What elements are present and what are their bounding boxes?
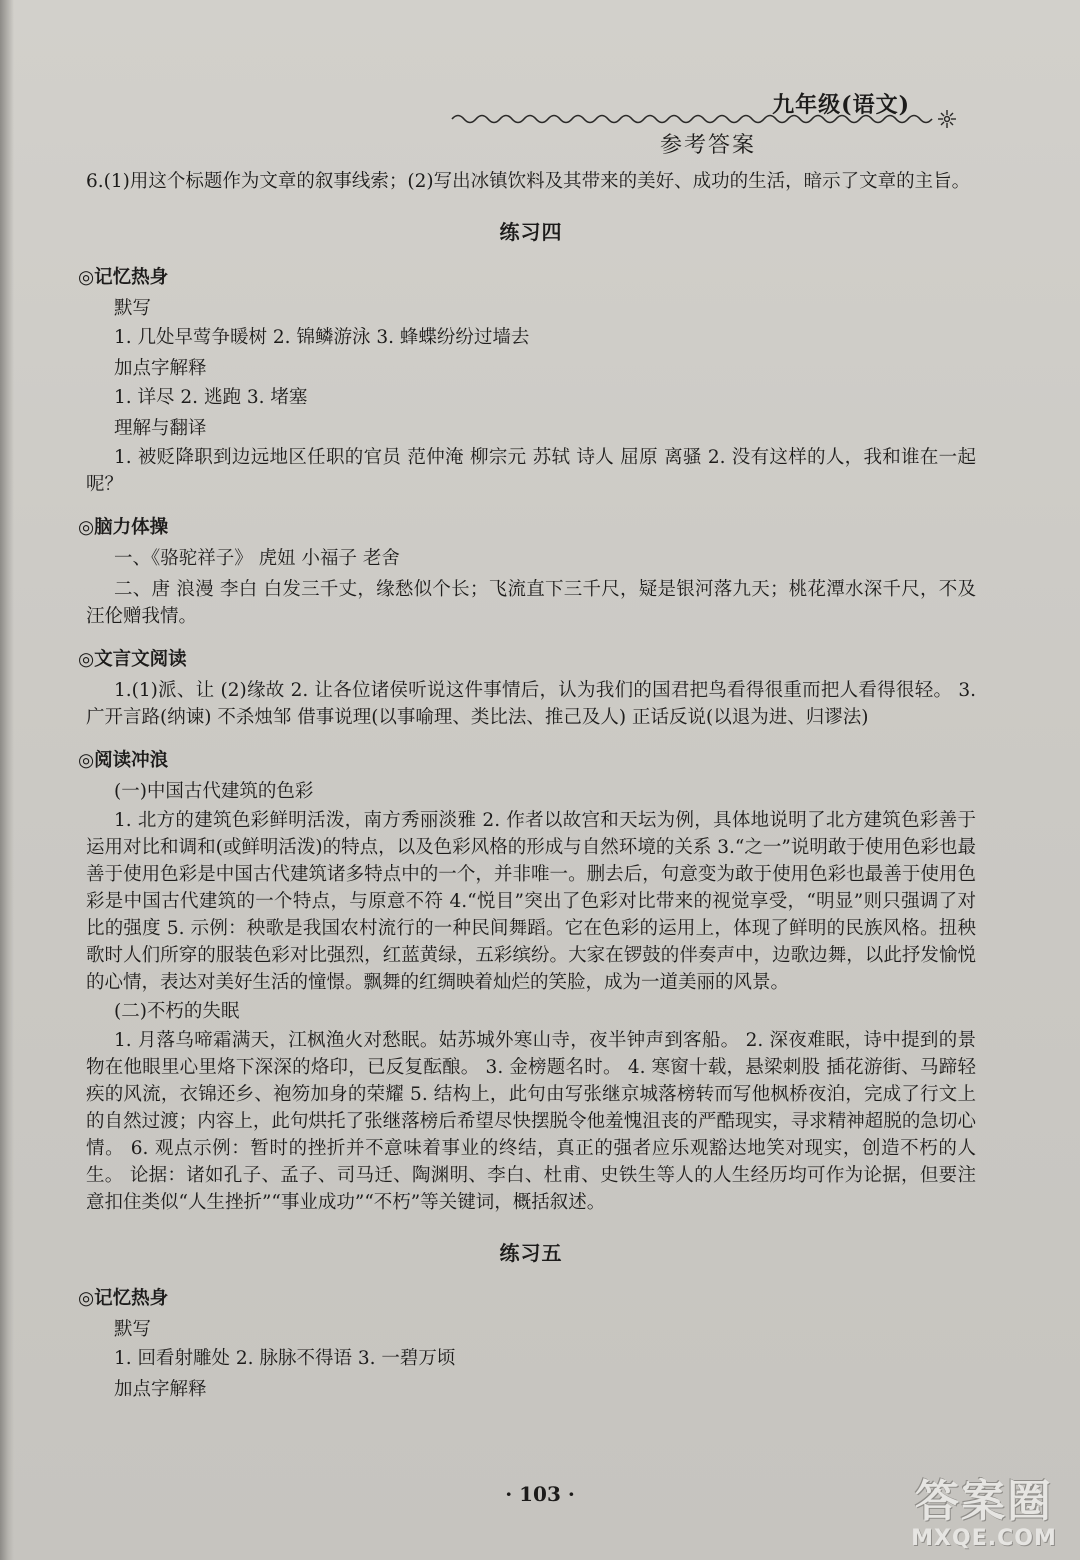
- ex4-brain-heading: ◎脑力体操: [78, 517, 169, 538]
- ex4-classical-heading: ◎文言文阅读: [78, 649, 187, 670]
- intro-answer: 6.(1)用这个标题作为文章的叙事线索；(2)写出冰镇饮料及其带来的美好、成功的生活，暗示了文章的主旨。: [86, 171, 971, 192]
- header-grade: 九年级(语文): [772, 92, 910, 118]
- watermark-logo: [894, 1478, 1074, 1556]
- ex5-word-explain-label: 加点字解释: [114, 1379, 207, 1400]
- ex4-brain-line1: 一、《骆驼祥子》 虎妞 小福子 老舍: [114, 548, 400, 569]
- header-decorative-rule: [450, 108, 960, 130]
- ex5-dictation-answers: 1. 回看射雕处 2. 脉脉不得语 3. 一碧万顷: [114, 1348, 456, 1369]
- watermark-text: 答案圈: [915, 1476, 1053, 1527]
- ex4-brain-line2: 二、唐 浪漫 李白 白发三千丈，缘愁似个长；飞流直下三千尺，疑是银河落九天；桃花潭水深千尺，不及汪伦赠我情。: [86, 579, 976, 627]
- ex4-reading-sub1: (一)中国古代建筑的色彩: [114, 781, 314, 802]
- ex4-reading-text1: 1. 北方的建筑色彩鲜明活泼，南方秀丽淡雅 2. 作者以故宫和天坛为例，具体地说明了北方建筑色彩善于运用对比和调和(或鲜明活泼)的特点，以及色彩风格的形成与自然环境的关系 3.“之一”说明敢于使用色彩也最善于使用色彩是中国古代建筑诸多特点中的一个，并非唯一。删去后，句意变为敢于使用色彩也最善于使用色彩是中国古代建筑的一个特点，与原意不符 4.“悦目”突出了色彩对比带来的视觉享受，“明显”则只强调了对比的强度 5. 示例：秧歌是我国农村流行的一种民间舞蹈。它在色彩的运用上，体现了鲜明的民族风格。扭秧歌时人们所穿的服装色彩对比强烈，红蓝黄绿，五彩缤纷。大家在锣鼓的伴奏声中，边歌边舞，以此抒发愉悦的心情，表达对美好生活的憧憬。飘舞的红绸映着灿烂的笑脸，成为一道美丽的风景。: [86, 810, 976, 993]
- ex4-word-explain-answers: 1. 详尽 2. 逃跑 3. 堵塞: [114, 387, 308, 408]
- ex4-reading-sub2: (二)不朽的失眠: [114, 1001, 240, 1022]
- ex4-dictation-label: 默写: [114, 298, 152, 319]
- ex5-dictation-label: 默写: [114, 1319, 152, 1340]
- ex5-memory-heading: ◎记忆热身: [78, 1288, 169, 1309]
- ex4-understand-label: 理解与翻译: [114, 418, 207, 439]
- watermark-url: MXQE.COM: [911, 1526, 1057, 1551]
- header-title: 参考答案: [660, 133, 757, 158]
- ex4-reading-heading: ◎阅读冲浪: [78, 750, 169, 771]
- ex4-memory-heading: ◎记忆热身: [78, 267, 169, 288]
- ex4-understand-answers: 1. 被贬降职到边远地区任职的官员 范仲淹 柳宗元 苏轼 诗人 屈原 离骚 2. 没有这样的人，我和谁在一起呢？: [86, 447, 976, 495]
- ex4-classical-answers: 1.(1)派、让 (2)缘故 2. 让各位诸侯听说这件事情后，认为我们的国君把鸟看得很重而把人看得很轻。 3. 广开言路(纳谏) 不杀烛邹 借事说理(以事喻理、类比法、推己及人) 正话反说(以退为进、归谬法): [86, 680, 976, 728]
- ex4-dictation-answers: 1. 几处早莺争暖树 2. 锦鳞游泳 3. 蜂蝶纷纷过墙去: [114, 327, 530, 348]
- ex4-word-explain-label: 加点字解释: [114, 358, 207, 379]
- exercise-4-title: 练习四: [499, 220, 563, 244]
- ex4-reading-text2: 1. 月落乌啼霜满天，江枫渔火对愁眠。姑苏城外寒山寺，夜半钟声到客船。 2. 深夜难眠，诗中提到的景物在他眼里心里烙下深深的烙印，已反复酝酿。 3. 金榜题名时。 4. 寒窗十载，悬梁刺股 插花游街、马蹄轻疾的风流，衣锦还乡、袍笏加身的荣耀 5. 结构上，此句由写张继京城落榜转而写他枫桥夜泊，完成了行文上的自然过渡；内容上，此句烘托了张继落榜后希望尽快摆脱令他羞愧沮丧的严酷现实，寻求精神超脱的急切心情。 6. 观点示例：暂时的挫折并不意味着事业的终结，真正的强者应乐观豁达地笑对现实，创造不朽的人生。 论据：诸如孔子、孟子、司马迁、陶渊明、李白、杜甫、史铁生等人的人生经历均可作为论据，但要注意扣住类似“人生挫折”“事业成功”“不朽”等关键词，概括叙述。: [86, 1030, 976, 1213]
- page-number: · 103 ·: [505, 1482, 575, 1506]
- flower-ornament-icon: [938, 110, 956, 128]
- answer-content: [78, 168, 976, 1405]
- exercise-5-title: 练习五: [499, 1241, 563, 1265]
- page-edge-shadow: [0, 0, 14, 1560]
